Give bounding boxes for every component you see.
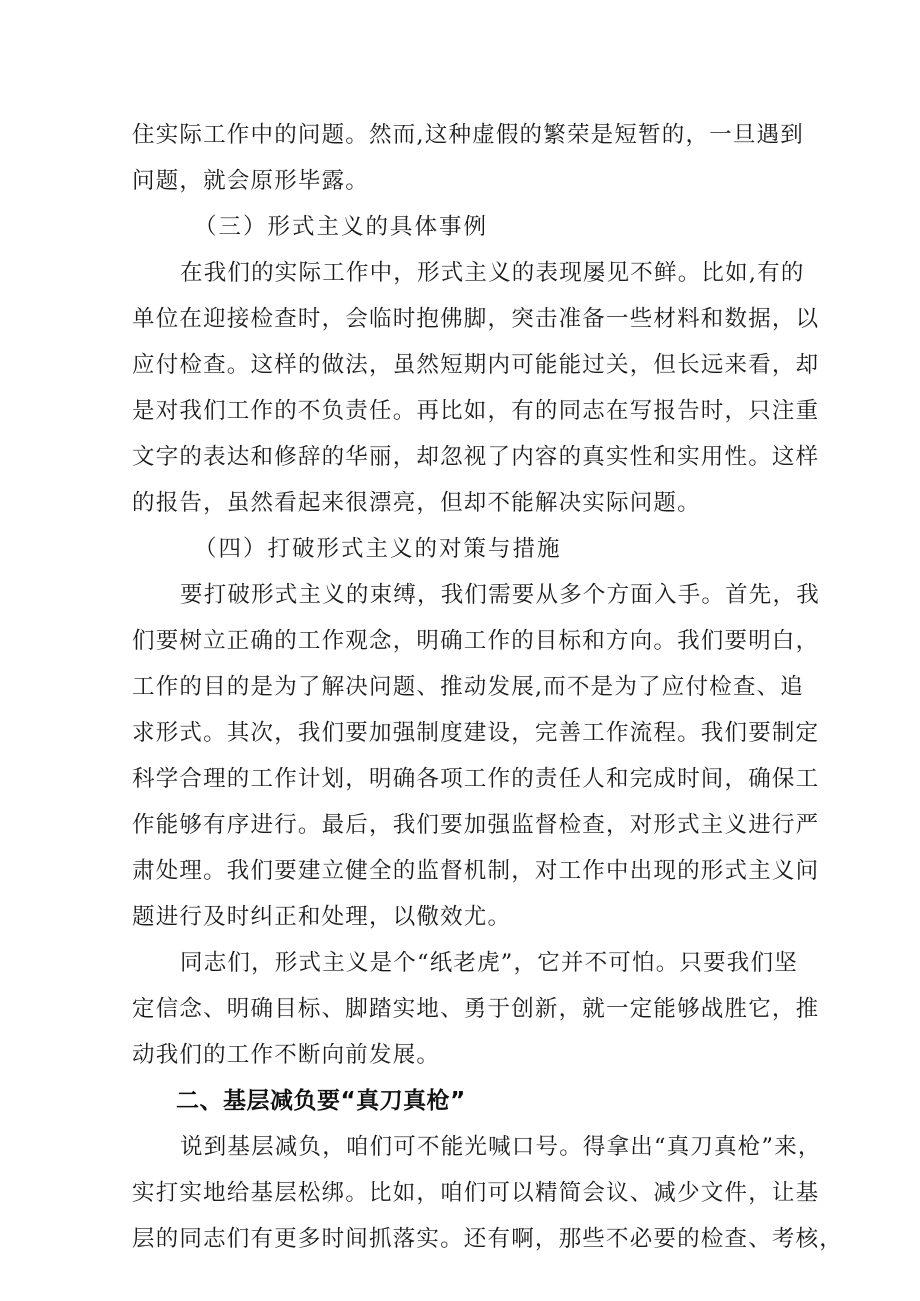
section-heading-2: 二、基层减负要“真刀真枪” xyxy=(176,1088,466,1114)
paragraph-line: 科学合理的工作计划，明确各项工作的责任人和完成时间，确保工 xyxy=(132,766,820,792)
paragraph-line: 实打实地给基层松绑。比如，咱们可以精简会议、减少文件，让基 xyxy=(132,1180,820,1206)
paragraph-line: 单位在迎接检查时，会临时抱佛脚，突击准备一些材料和数据，以 xyxy=(132,306,820,332)
paragraph-line: 要打破形式主义的束缚，我们需要从多个方面入手。首先，我 xyxy=(180,582,820,608)
paragraph-line: 是对我们工作的不负责任。再比如，有的同志在写报告时，只注重 xyxy=(132,398,820,424)
paragraph-line: 们要树立正确的工作观念，明确工作的目标和方向。我们要明白， xyxy=(132,628,820,654)
paragraph-line: 文字的表达和修辞的华丽，却忽视了内容的真实性和实用性。这样 xyxy=(132,444,820,470)
paragraph-line: 问题，就会原形毕露。 xyxy=(132,168,370,194)
paragraph-line: 同志们，形式主义是个“纸老虎”，它并不可怕。只要我们坚 xyxy=(180,950,798,976)
paragraph-line: 求形式。其次，我们要加强制度建设，完善工作流程。我们要制定 xyxy=(132,720,820,746)
paragraph-line: 工作的目的是为了解决问题、推动发展,而不是为了应付检查、追 xyxy=(132,674,804,700)
document-body xyxy=(132,112,844,1262)
paragraph-line: 肃处理。我们要建立健全的监督机制，对工作中出现的形式主义问 xyxy=(132,858,820,884)
subsection-heading-4: （四）打破形式主义的对策与措施 xyxy=(194,536,562,562)
paragraph-line: 定信念、明确目标、脚踏实地、勇于创新，就一定能够战胜它，推 xyxy=(132,996,820,1022)
paragraph-line: 的报告，虽然看起来很漂亮，但却不能解决实际问题。 xyxy=(132,490,701,516)
paragraph-line: 说到基层减负，咱们可不能光喊口号。得拿出“真刀真枪”来， xyxy=(180,1134,822,1160)
paragraph-line: 在我们的实际工作中，形式主义的表现屡见不鲜。比如,有的 xyxy=(180,260,805,286)
paragraph-line: 动我们的工作不断向前发展。 xyxy=(132,1042,441,1068)
paragraph-line: 题进行及时纠正和处理，以儆效尤。 xyxy=(132,904,512,930)
paragraph-line: 住实际工作中的问题。然而,这种虚假的繁荣是短暂的，一旦遇到 xyxy=(132,122,804,148)
paragraph-line: 作能够有序进行。最后，我们要加强监督检查，对形式主义进行严 xyxy=(132,812,820,838)
subsection-heading-3: （三）形式主义的具体事例 xyxy=(194,214,489,240)
paragraph-line: 层的同志们有更多时间抓落实。还有啊，那些不必要的检查、考核， xyxy=(132,1226,844,1252)
paragraph-line: 应付检查。这样的做法，虽然短期内可能能过关，但长远来看，却 xyxy=(132,352,820,378)
